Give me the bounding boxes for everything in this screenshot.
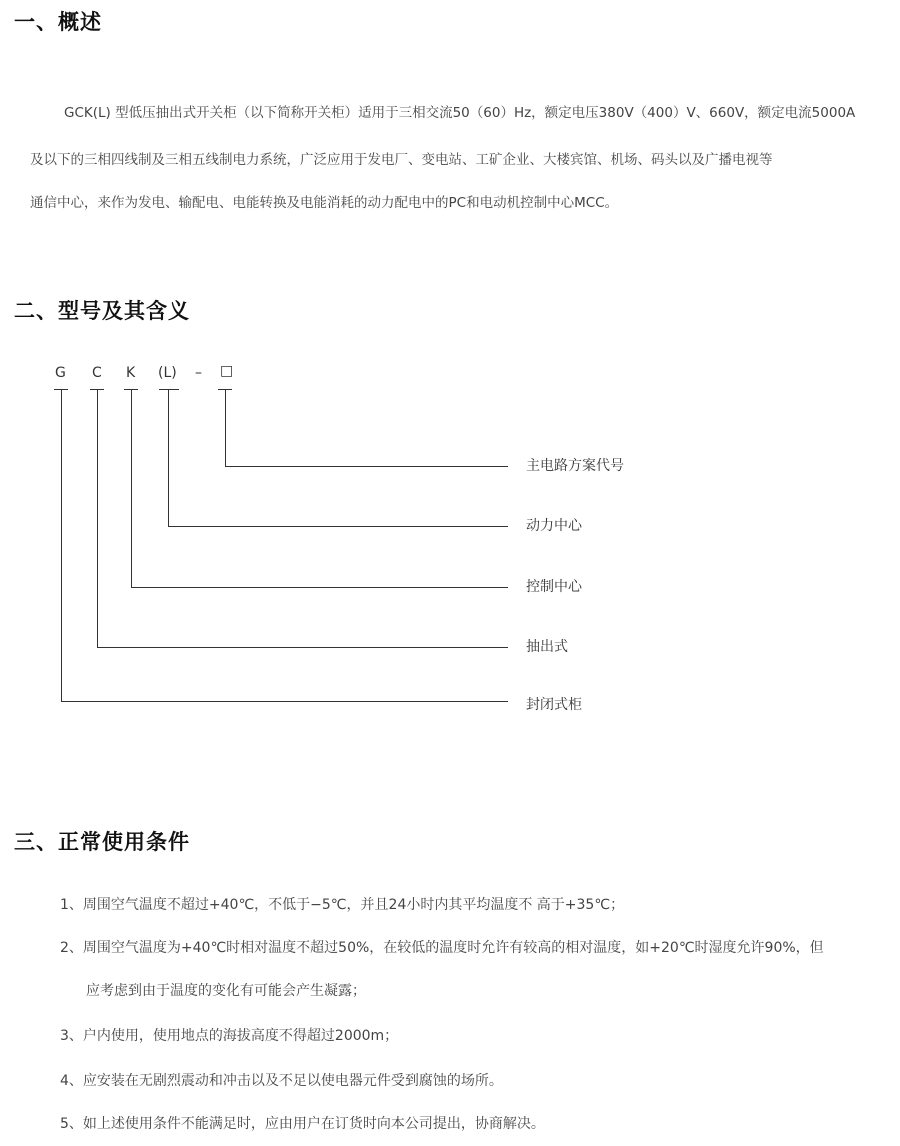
leader-c-horizontal — [97, 647, 508, 648]
leader-c-vertical — [97, 389, 98, 648]
meaning-power-center: 动力中心 — [526, 518, 582, 534]
code-k: K — [126, 365, 136, 381]
leader-box-horizontal — [225, 466, 508, 467]
condition-item-4: 4、应安装在无剧烈震动和冲击以及不足以使电器元件受到腐蚀的场所。 — [60, 1073, 503, 1089]
overview-line-1: GCK(L) 型低压抽出式开关柜（以下简称开关柜）适用于三相交流50（60）Hz，额定电压380V（400）V、660V，额定电流5000A — [64, 105, 856, 121]
code-box: □ — [220, 363, 234, 379]
meaning-main-circuit: 主电路方案代号 — [526, 458, 624, 474]
code-c: C — [92, 365, 102, 381]
model-heading: 二、型号及其含义 — [14, 299, 190, 323]
code-l: (L) — [158, 365, 177, 381]
overview-line-2: 及以下的三相四线制及三相五线制电力系统，广泛应用于发电厂、变电站、工矿企业、大楼宾馆、机场、码头以及广播电视等 — [30, 152, 773, 168]
leader-box-vertical — [225, 389, 226, 467]
overview-line-3: 通信中心，来作为发电、输配电、电能转换及电能消耗的动力配电中的PC和电动机控制中心MCC。 — [30, 195, 619, 211]
code-dash: – — [195, 365, 202, 381]
condition-item-5: 5、如上述使用条件不能满足时，应由用户在订货时向本公司提出，协商解决。 — [60, 1116, 545, 1132]
overview-heading: 一、概述 — [14, 10, 102, 34]
leader-g-horizontal — [61, 701, 508, 702]
condition-item-2: 2、周围空气温度为+40℃时相对温度不超过50%，在较低的温度时允许有较高的相对温度，如+20℃时湿度允许90%，但 — [60, 940, 824, 956]
condition-item-3: 3、户内使用，使用地点的海拔高度不得超过2000m； — [60, 1028, 399, 1044]
leader-g-vertical — [61, 389, 62, 702]
leader-k-vertical — [131, 389, 132, 588]
underline-l — [159, 389, 179, 390]
condition-item-2-cont: 应考虑到由于温度的变化有可能会产生凝露； — [86, 983, 366, 999]
condition-item-1: 1、周围空气温度不超过+40℃，不低于−5℃，并且24小时内其平均温度不 高于+35℃； — [60, 897, 625, 913]
leader-l-vertical — [168, 389, 169, 527]
conditions-heading: 三、正常使用条件 — [14, 830, 190, 854]
leader-l-horizontal — [168, 526, 508, 527]
meaning-enclosed-cabinet: 封闭式柜 — [526, 697, 582, 713]
leader-k-horizontal — [131, 587, 508, 588]
meaning-withdrawable: 抽出式 — [526, 639, 568, 655]
meaning-control-center: 控制中心 — [526, 579, 582, 595]
code-g: G — [55, 365, 66, 381]
